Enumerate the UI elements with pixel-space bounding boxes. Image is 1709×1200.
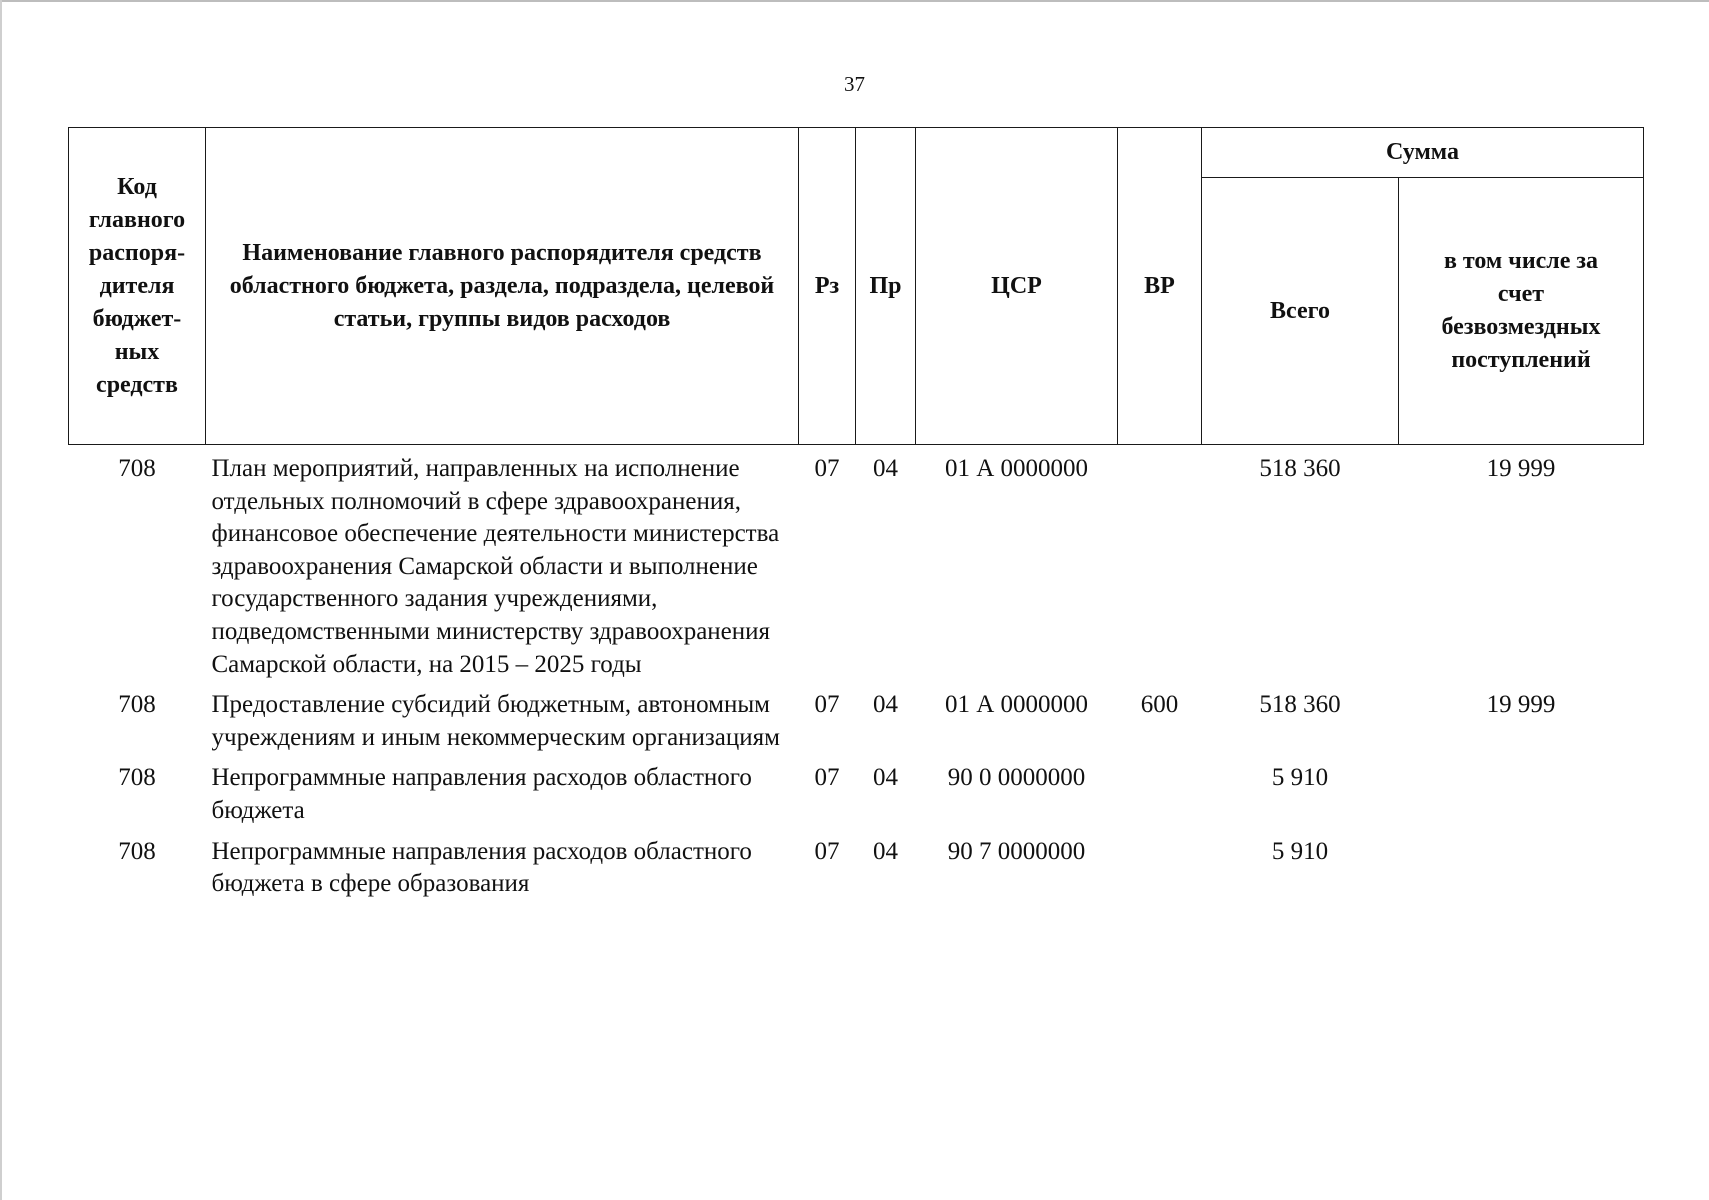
cell-total: 518 360 — [1259, 691, 1341, 719]
header-csr: ЦСР — [916, 128, 1118, 445]
scan-left-edge — [0, 0, 2, 1200]
budget-table — [68, 127, 1644, 909]
header-name: Наименование главного распорядителя средств областного бюджета, раздела, подраздела, целевой статьи, группы видов расходов — [206, 128, 799, 445]
cell-vr: 600 — [1140, 691, 1179, 719]
header-pr: Пр — [856, 128, 916, 445]
cell-rz: 07 — [814, 837, 840, 865]
table-row — [69, 762, 1644, 835]
cell-pr: 04 — [873, 691, 898, 719]
cell-total: 5 910 — [1271, 764, 1329, 792]
table-row — [69, 689, 1644, 762]
cell-name: Непрограммные направления расходов областного бюджета в сфере образования — [211, 837, 752, 898]
cell-pr: 04 — [873, 764, 898, 792]
cell-vr — [1118, 762, 1202, 835]
cell-free — [1399, 836, 1644, 909]
cell-csr: 01 А 0000000 — [944, 455, 1089, 482]
cell-vr — [1118, 445, 1202, 690]
cell-name: План мероприятий, направленных на исполнение отдельных полномочий в сфере здравоохранения, финансовое обеспечение деятельности министерства здравоохранения Самарской области и выполнение государственного задания учреждениями, подведомственными министерству здравоохранения Самарской области, на 2015 – 2025 годы — [211, 455, 780, 678]
cell-free: 19 999 — [1486, 455, 1556, 482]
header-sum: Сумма — [1202, 128, 1644, 178]
cell-total: 5 910 — [1271, 837, 1329, 865]
cell-name: Предоставление субсидий бюджетным, автономным учреждениям и иным некоммерческим организациям — [211, 691, 780, 751]
header-vr: ВР — [1118, 128, 1202, 445]
table-row — [69, 836, 1644, 909]
page-number: 37 — [844, 72, 865, 96]
cell-rz: 07 — [814, 764, 840, 792]
header-rz: Рз — [799, 128, 856, 445]
cell-code: 708 — [118, 691, 156, 719]
cell-name: Непрограммные направления расходов областного бюджета — [211, 764, 752, 824]
cell-csr: 90 7 0000000 — [947, 837, 1086, 865]
header-free: в том числе за счет безвозмездных поступлений — [1399, 178, 1644, 445]
cell-csr: 01 А 0000000 — [944, 691, 1089, 719]
scan-top-edge — [0, 0, 1709, 2]
cell-code: 708 — [118, 455, 156, 482]
cell-code: 708 — [118, 837, 156, 865]
cell-free — [1399, 762, 1644, 835]
cell-vr — [1118, 836, 1202, 909]
header-total: Всего — [1202, 178, 1399, 445]
cell-csr: 90 0 0000000 — [947, 764, 1086, 792]
cell-pr: 04 — [873, 837, 898, 865]
table-body — [69, 445, 1644, 909]
table-row — [69, 445, 1644, 690]
cell-rz: 07 — [814, 455, 840, 482]
table-header — [69, 128, 1644, 445]
cell-code: 708 — [118, 764, 156, 792]
cell-rz: 07 — [814, 691, 840, 719]
cell-free: 19 999 — [1486, 691, 1556, 719]
header-code: Код главного распоря- дителя бюджет- ных средств — [69, 128, 206, 445]
cell-total: 518 360 — [1259, 455, 1341, 482]
cell-pr: 04 — [873, 455, 898, 482]
